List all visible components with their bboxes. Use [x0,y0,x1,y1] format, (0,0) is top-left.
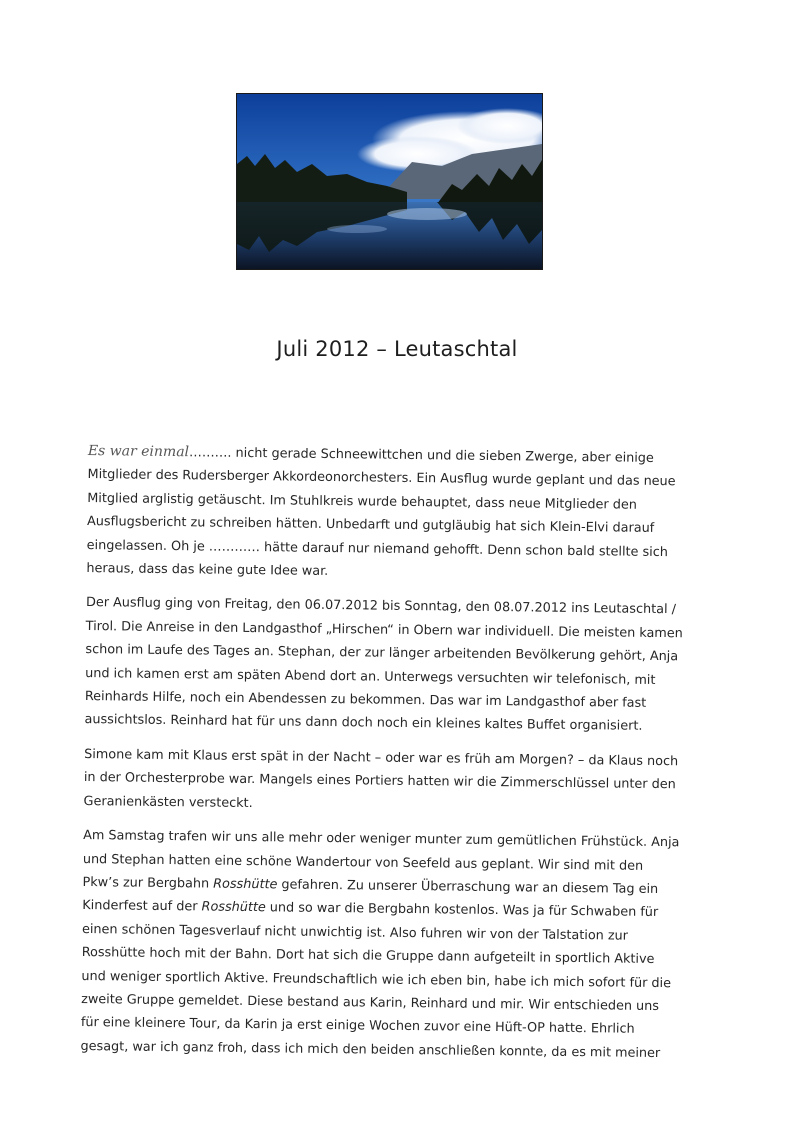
text-line: Rosshütte hoch mit der Bahn. Dort hat sich die Gruppe dann aufgeteilt in sportlich Aktive [81,945,655,968]
lake-mountain-photo [236,93,543,270]
text-line: Pkw’s zur Bergbahn Rosshütte gefahren. Zu unserer Überraschung war an diesem Tag ein [82,874,659,897]
text-line: und weniger sportlich Aktive. Freundschaftlich wie ich eben bin, habe ich mich sofort für die [81,968,672,991]
text-line: Mitglieder des Rudersberger Akkordeonorchesters. Ein Ausflug wurde geplant und das neue [87,467,676,490]
text-line: eingelassen. Oh je ………… hätte darauf nur niemand gehofft. Denn schon bald stellte sich [86,537,668,560]
paragraph-3 [83,743,702,821]
text-line: in der Orchesterprobe war. Mangels eines Portiers hatten wir die Zimmerschlüssel unter den [83,770,676,793]
page-title: Juli 2012 – Leutaschtal [276,337,518,361]
paragraph-1 [86,440,706,588]
text-line: für eine kleinere Tour, da Karin ja erst einige Wochen zuvor eine Hüft-OP hatte. Ehrlich [80,1015,635,1038]
document-body [80,440,706,1077]
text-line: Simone kam mit Klaus erst spät in der Nacht – oder war es früh am Morgen? – da Klaus noch [84,746,679,770]
text-line: Reinhards Hilfe, noch ein Abendessen zu bekommen. Das war im Landgasthof aber fast [84,689,647,711]
text-line: Kinderfest auf der Rosshütte und so war die Bergbahn kostenlos. Was ja für Schwaben für [82,898,659,921]
paragraph-2 [84,591,704,739]
text-line: Tirol. Die Anreise in den Landgasthof „Hirschen“ in Obern war individuell. Die meisten kamen [85,618,683,642]
text-line: Mitglied arglistig getäuscht. Im Stuhlkreis wurde behauptet, dass neue Mitglieder den [87,490,637,513]
italic-place-name: Rosshütte [201,899,266,916]
lake-mountain-image [237,94,542,269]
text-line: und Stephan hatten eine schöne Wandertour von Seefeld aus geplant. Wir sind mit den [82,851,644,874]
text-line: aussichtslos. Reinhard hat für uns dann doch noch ein kleines kaltes Buffet organisiert. [84,712,643,735]
text-line: Am Samstag trafen wir uns alle mehr oder weniger munter zum gemütlichen Frühstück. Anja [83,828,680,851]
text-line: Geranienkästen versteckt. [83,793,253,811]
text-line: gesagt, war ich ganz froh, dass ich mich den beiden anschließen konnte, da es mit meiner [80,1038,661,1061]
script-lead-in: Es war einmal [87,442,190,461]
italic-place-name: Rosshütte [213,876,278,893]
text-line: Ausflugsbericht zu schreiben hätten. Unbedarft und gutgläubig hat sich Klein-Elvi darauf [86,514,655,537]
paragraph-4 [80,824,701,1066]
text-line: einen schönen Tagesverlauf nicht unwichtig ist. Also fuhren wir von der Talstation zur [81,921,629,944]
text-line: zweite Gruppe gemeldet. Diese bestand aus Karin, Reinhard und mir. Wir entschieden uns [81,991,660,1014]
text-line: Der Ausflug ging von Freitag, den 06.07.2012 bis Sonntag, den 08.07.2012 ins Leutaschtal / [85,595,677,618]
text-line: und ich kamen erst am späten Abend dort an. Unterwegs versuchten wir telefonisch, mit [85,665,656,688]
text-line: Es war einmal………. nicht gerade Schneewittchen und die sieben Zwerge, aber einige [87,442,654,466]
text-line: schon im Laufe des Tages an. Stephan, der zur länger arbeitenden Bevölkerung gehört, Anja [85,642,679,665]
text-line: heraus, dass das keine gute Idee war. [86,561,329,579]
